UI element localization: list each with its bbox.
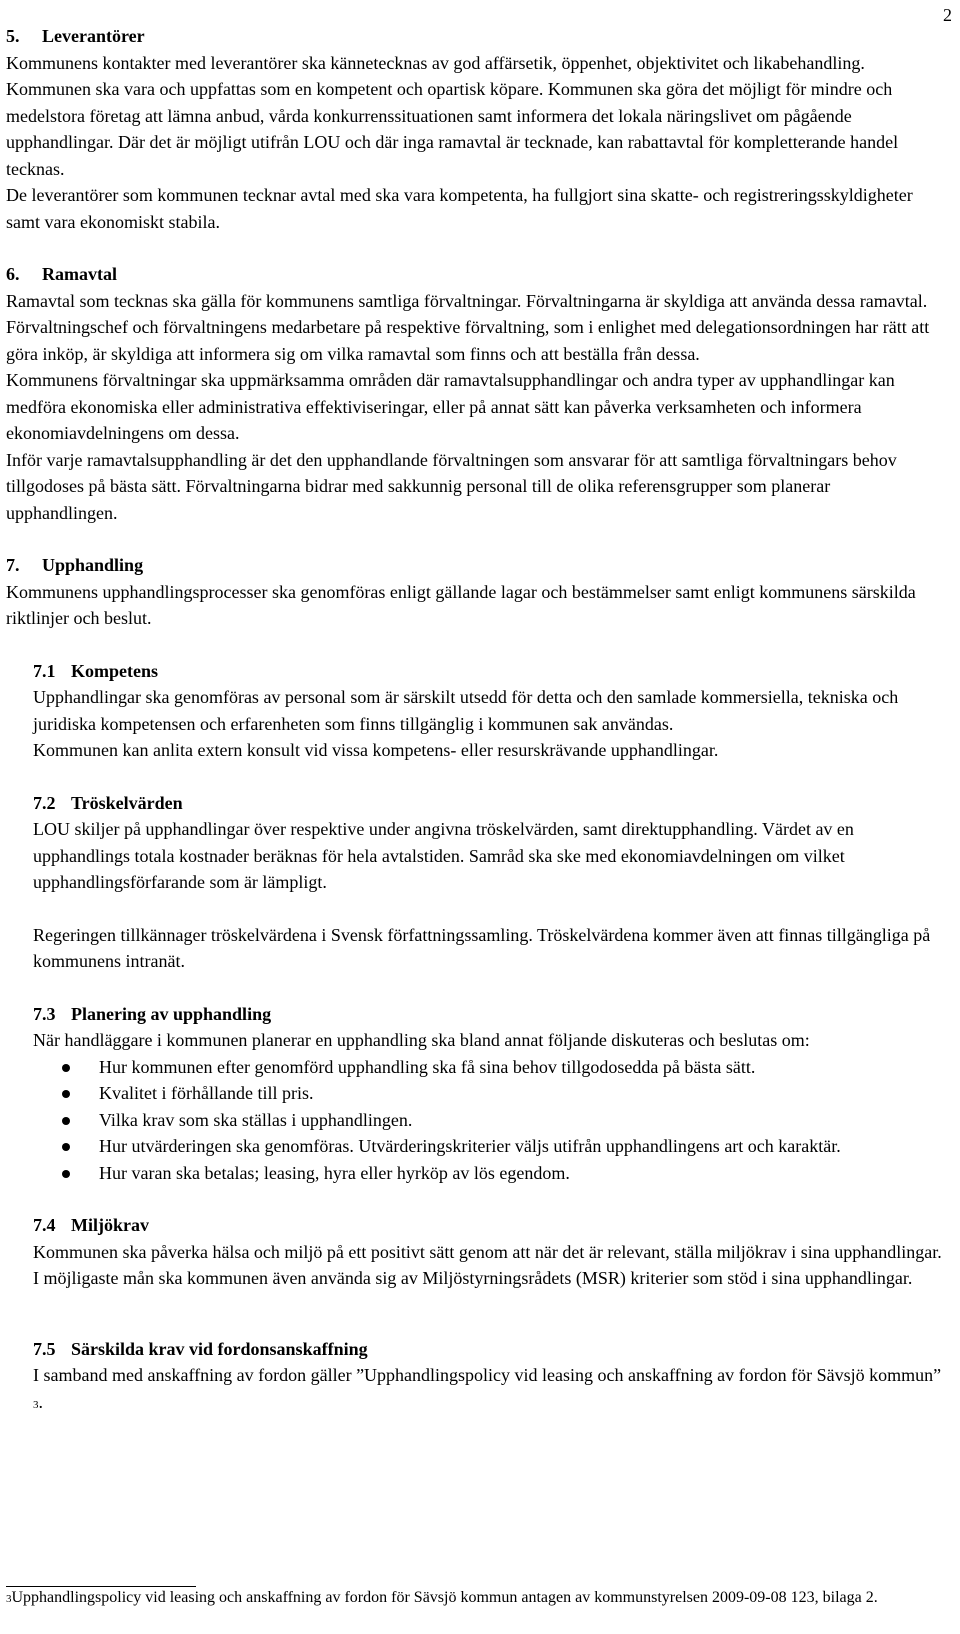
footnote-reference[interactable]: 3 bbox=[33, 1398, 39, 1411]
section-number: 7.3 bbox=[33, 1003, 56, 1024]
section-7-1-heading bbox=[33, 658, 946, 685]
section-number: 7. bbox=[6, 555, 20, 575]
section-title: Kompetens bbox=[71, 660, 158, 681]
paragraph: Inför varje ramavtalsupphandling är det den upphandlande förvaltningen som ansvarar för att samtliga förvaltningars behov tillgodoses på bästa sätt. Förvaltningarna bidrar med sakkunnig personal till de olika referensgrupper som planerar upphandlingen. bbox=[6, 449, 897, 523]
paragraph: De leverantörer som kommunen tecknar avtal med ska vara kompetenta, ha fullgjort sina skatte- och registreringsskyldigheter samt vara ekonomiskt stabila. bbox=[6, 185, 913, 232]
page-number: 2 bbox=[943, 5, 952, 25]
paragraph: Ramavtal som tecknas ska gälla för kommunens samtliga förvaltningar. Förvaltningarna är skyldiga att använda dessa ramavtal. Förvaltningschef och förvaltningens medarbetare på respektive förvaltning, som i enlighet med delegationsordningen har rätt att göra inköp, är skyldiga att informera sig om vilka ramavtal som finns och att beställa från dessa. bbox=[6, 290, 930, 364]
bullet-list bbox=[6, 1054, 946, 1187]
section-number: 7.1 bbox=[33, 660, 56, 681]
section-number: 7.5 bbox=[33, 1338, 56, 1359]
list-item: Vilka krav som ska ställas i upphandlingen. bbox=[33, 1107, 946, 1134]
section-title: Leverantörer bbox=[42, 26, 145, 46]
list-item: Hur utvärderingen ska genomföras. Utvärderingskriterier väljs utifrån upphandlingens art och karaktär. bbox=[33, 1133, 946, 1160]
paragraph: Regeringen tillkännager tröskelvärdena i Svensk författningssamling. Tröskelvärdena kommer även att finnas tillgängliga på kommunens intranät. bbox=[33, 924, 931, 971]
paragraph: Kommunens kontakter med leverantörer ska kännetecknas av god affärsetik, öppenhet, objektivitet och likabehandling. Kommunen ska vara och uppfattas som en kompetent och opartisk köpare. Kommunen ska göra det möjligt för mindre och medelstora företag att lämna anbud, vårda konkurrenssituationen samt informera det lokala näringslivet om pågående upphandlingar. Där det är möjligt utifrån LOU och där inga ramavtal är tecknade, kan rabattavtal för kompletterande handel tecknas. bbox=[6, 52, 899, 179]
document-body bbox=[6, 23, 946, 1418]
paragraph: Upphandlingar ska genomföras av personal som är särskilt utsedd för detta och den samlade kommersiella, tekniska och juridiska kompetensen och erfarenheten som finns tillgänglig i kommunen sak användas. bbox=[33, 687, 899, 734]
section-title: Miljökrav bbox=[71, 1215, 149, 1235]
section-7-2-heading bbox=[33, 790, 946, 817]
section-7-3-heading bbox=[33, 1001, 946, 1028]
paragraph: Kommunens förvaltningar ska uppmärksamma områden där ramavtalsupphandlingar och andra typer av upphandlingar kan medföra ekonomiska eller administrativa effektiviseringar, eller på annat sätt kan påverka verksamheten och informera ekonomiavdelningens om dessa. bbox=[6, 370, 895, 443]
paragraph: I samband med anskaffning av fordon gäller ”Upphandlingspolicy vid leasing och anskaffning av fordon för Sävsjö kommun” 3. bbox=[33, 1365, 942, 1412]
paragraph: Kommunens upphandlingsprocesser ska genomföras enligt gällande lagar och bestämmelser samt enligt kommunens särskilda riktlinjer och beslut. bbox=[6, 581, 916, 628]
section-title: Tröskelvärden bbox=[71, 792, 183, 813]
section-title: Planering av upphandling bbox=[71, 1003, 272, 1024]
section-number: 6. bbox=[6, 264, 20, 284]
bullet-icon bbox=[62, 1064, 70, 1072]
section-7-4-heading bbox=[33, 1212, 946, 1239]
paragraph: Kommunen ska påverka hälsa och miljö på ett positivt sätt genom att när det är relevant, ställa miljökrav i sina upphandlingar. I möjligaste mån ska kommunen även använda sig av Miljöstyrningsrådets (MSR) kriterier som stöd i sina upphandlingar. bbox=[33, 1241, 942, 1288]
section-7-heading bbox=[6, 552, 946, 579]
section-title: Upphandling bbox=[42, 555, 144, 575]
section-6-heading bbox=[6, 261, 946, 288]
bullet-icon bbox=[62, 1170, 70, 1178]
section-title: Ramavtal bbox=[42, 264, 117, 284]
list-item: Hur varan ska betalas; leasing, hyra eller hyrköp av lös egendom. bbox=[33, 1160, 946, 1187]
paragraph: När handläggare i kommunen planerar en upphandling ska bland annat följande diskuteras och beslutas om: bbox=[33, 1030, 810, 1050]
section-7-5-heading bbox=[33, 1336, 946, 1363]
section-number: 7.4 bbox=[33, 1215, 56, 1235]
list-item: Kvalitet i förhållande till pris. bbox=[33, 1080, 946, 1107]
section-title: Särskilda krav vid fordonsanskaffning bbox=[71, 1338, 368, 1359]
footnote bbox=[6, 1587, 946, 1610]
bullet-icon bbox=[62, 1143, 70, 1151]
list-item: Hur kommunen efter genomförd upphandling ska få sina behov tillgodosedda på bästa sätt. bbox=[33, 1054, 946, 1081]
section-number: 7.2 bbox=[33, 792, 56, 813]
paragraph: LOU skiljer på upphandlingar över respektive under angivna tröskelvärden, samt direktupphandling. Värdet av en upphandlings totala kostnader beräknas för hela avtalstiden. Samråd ska ske med ekonomiavdelningen om vilket upphandlingsförfarande som är lämpligt. bbox=[33, 819, 854, 892]
footnote-text: Upphandlingspolicy vid leasing och anskaffning av fordon för Sävsjö kommun antagen av kommunstyrelsen 2009-09-08 123, bilaga 2. bbox=[11, 1589, 878, 1606]
section-5-heading bbox=[6, 23, 946, 50]
footnote-marker: 3 bbox=[6, 1593, 12, 1605]
bullet-icon bbox=[62, 1090, 70, 1098]
bullet-icon bbox=[62, 1117, 70, 1125]
section-number: 5. bbox=[6, 26, 20, 46]
footnote-area bbox=[6, 1586, 946, 1610]
paragraph: Kommunen kan anlita extern konsult vid vissa kompetens- eller resurskrävande upphandlingar. bbox=[33, 740, 719, 760]
